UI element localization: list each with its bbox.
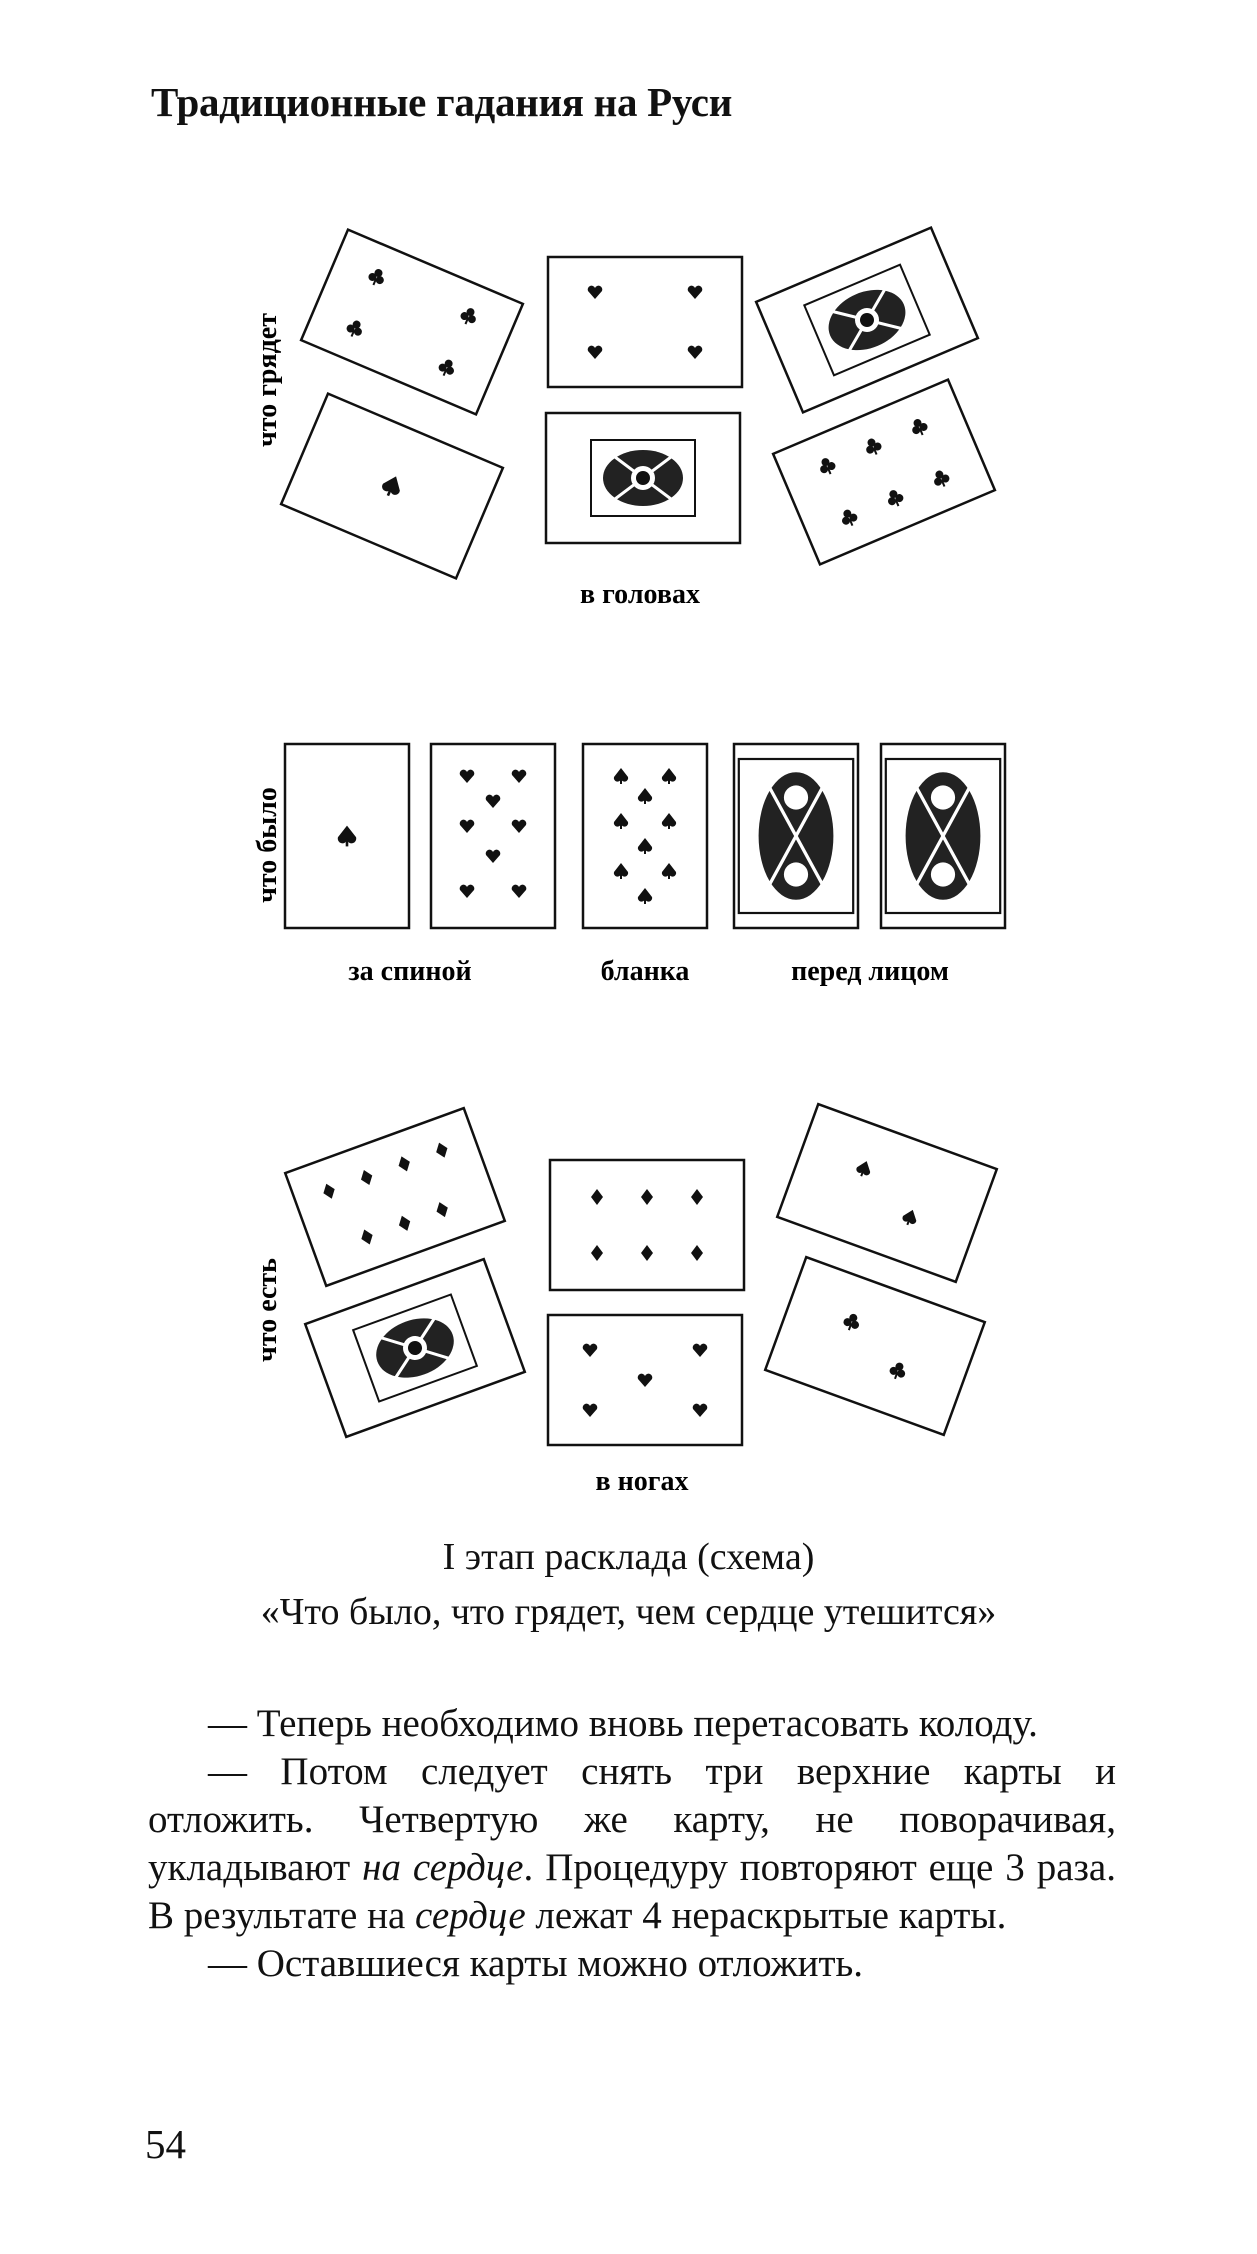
card-top-center-upper	[548, 257, 742, 387]
side-label-top: что грядет	[252, 313, 283, 447]
bottom-label-middle-3: перед лицом	[791, 956, 949, 987]
card-middle-2	[431, 744, 555, 928]
page-number: 54	[145, 2121, 186, 2167]
card-middle-5	[881, 744, 1005, 928]
card-middle-1	[285, 744, 409, 928]
emphasis-heart-2: сердце	[415, 1894, 526, 1937]
paragraph-1: — Теперь необходимо вновь перетасовать колоду.	[208, 1702, 1038, 1745]
paragraph-3: — Оставшиеся карты можно отложить.	[208, 1942, 864, 1985]
emphasis-heart-1: на сердце	[362, 1846, 524, 1889]
side-label-middle: что было	[252, 787, 283, 903]
card-bottom-left-lower	[305, 1259, 525, 1437]
side-label-bottom: что есть	[252, 1258, 283, 1362]
card-bottom-center-lower	[548, 1315, 742, 1445]
bottom-label-bottom-group: в ногах	[595, 1466, 689, 1497]
card-middle-3	[583, 744, 707, 928]
body-text	[148, 1700, 1116, 1988]
bottom-label-top-group: в головах	[580, 579, 700, 610]
bottom-label-middle-1: за спиной	[348, 956, 472, 987]
bottom-label-middle-2: бланка	[600, 956, 690, 987]
card-top-center-lower	[546, 413, 740, 543]
card-middle-4	[734, 744, 858, 928]
paragraph-2: — Потом следует снять три верхние карты и отложить. Четвертую же карту, не поворачивая, укладывают на сердце. Процедуру повторяют еще 3 раза. В результате на сердце лежат 4 нераскрытые карты.	[148, 1750, 1116, 1937]
card-bottom-center-upper	[550, 1160, 744, 1290]
figure-caption-line2: «Что было, что грядет, чем сердце утешится»	[260, 1591, 997, 1633]
card-bottom-left-upper	[285, 1108, 505, 1286]
card-top-left-upper	[301, 230, 523, 415]
card-bottom-right-upper	[777, 1104, 997, 1282]
running-title: Традиционные гадания на Руси	[151, 79, 733, 125]
figure-caption-line1: I этап расклада (схема)	[442, 1536, 815, 1578]
card-bottom-right-lower	[765, 1257, 985, 1435]
card-top-left-lower	[281, 394, 503, 579]
